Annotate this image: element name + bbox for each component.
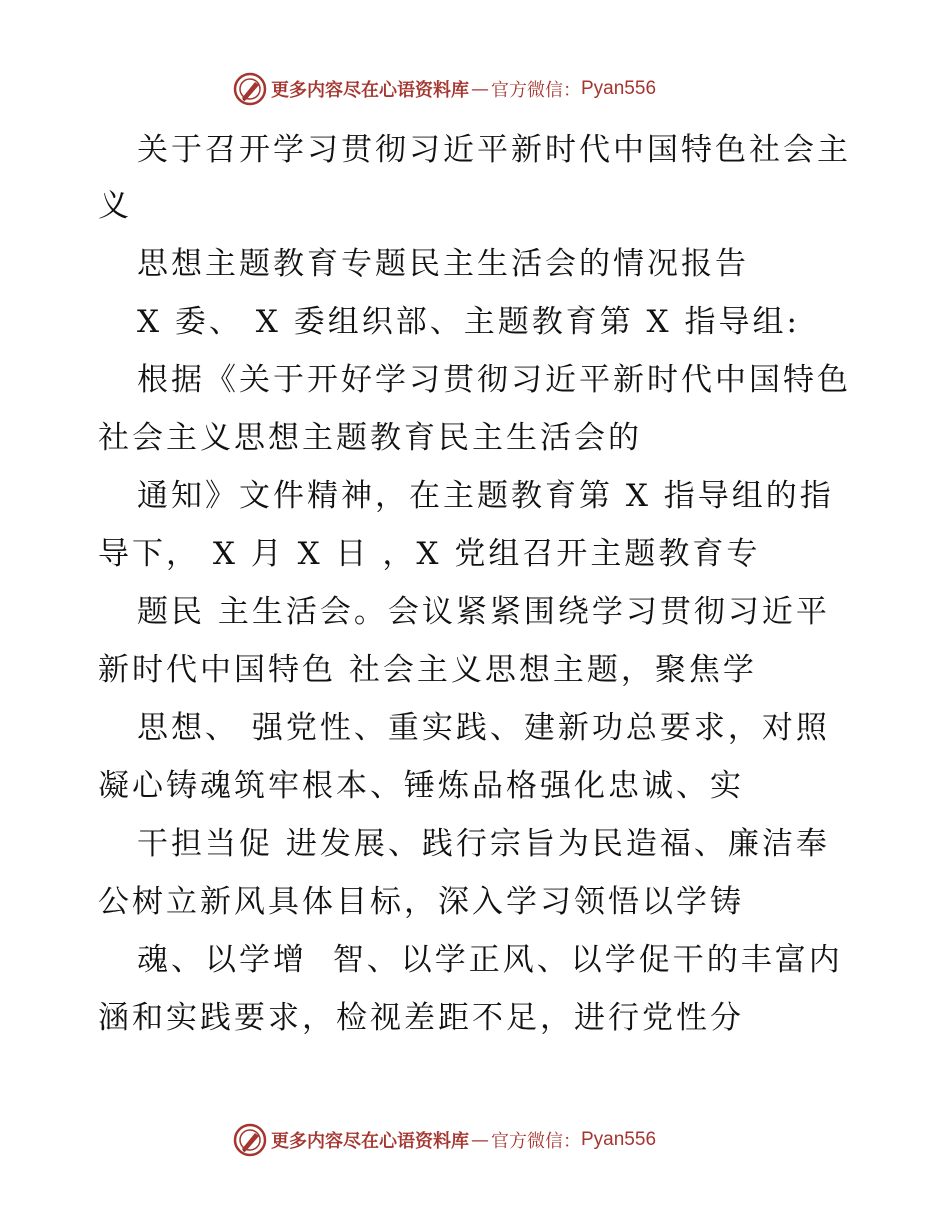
doc-line: 根据《关于开好学习贯彻习近平新时代中国特色	[137, 362, 851, 398]
wechat-id: Pyan556	[581, 1129, 657, 1150]
doc-line: 凝心铸魂筑牢根本、锤炼品格强化忠诚、实	[98, 768, 744, 804]
doc-line: 新时代中国特色 社会主义思想主题，聚焦学	[98, 652, 757, 688]
doc-line: 干担当促 进发展、践行宗旨为民造福、廉洁奉	[137, 826, 830, 862]
banner-text: 更多内容尽在心语资料库	[271, 80, 469, 101]
banner-separator: —	[471, 78, 489, 100]
doc-line: 涵和实践要求，检视差距不足，进行党性分	[98, 1000, 744, 1036]
doc-line: X 委、 X 委组织部、主题教育第 X 指导组:	[137, 304, 800, 340]
doc-line: 思想主题教育专题民主生活会的情况报告	[137, 246, 749, 282]
wechat-label: 官方微信：	[491, 1131, 581, 1152]
pen-logo-icon	[233, 1123, 267, 1157]
doc-line: 题民 主生活会。会议紧紧围绕学习贯彻习近平	[137, 594, 830, 630]
footer-banner	[233, 1122, 656, 1158]
doc-line: 魂、以学增 智、以学正风、以学促干的丰富内	[137, 942, 843, 978]
doc-line: 社会主义思想主题教育民主生活会的	[98, 420, 642, 456]
doc-line: 关于召开学习贯彻习近平新时代中国特色社会主	[137, 132, 851, 168]
banner-separator: —	[471, 1129, 489, 1151]
doc-line: 思想、 强党性、重实践、建新功总要求，对照	[137, 710, 830, 746]
doc-line: 导下， X 月 X 日 ，X 党组召开主题教育专	[98, 536, 761, 572]
doc-line: 义	[98, 188, 132, 224]
pen-logo-icon	[233, 72, 267, 106]
banner-text: 更多内容尽在心语资料库	[271, 1131, 469, 1152]
wechat-label: 官方微信：	[491, 80, 581, 101]
doc-line: 通知》文件精神，在主题教育第 X 指导组的指	[137, 478, 834, 514]
doc-line: 公树立新风具体目标，深入学习领悟以学铸	[98, 884, 744, 920]
wechat-id: Pyan556	[581, 78, 657, 99]
header-banner	[233, 71, 656, 107]
